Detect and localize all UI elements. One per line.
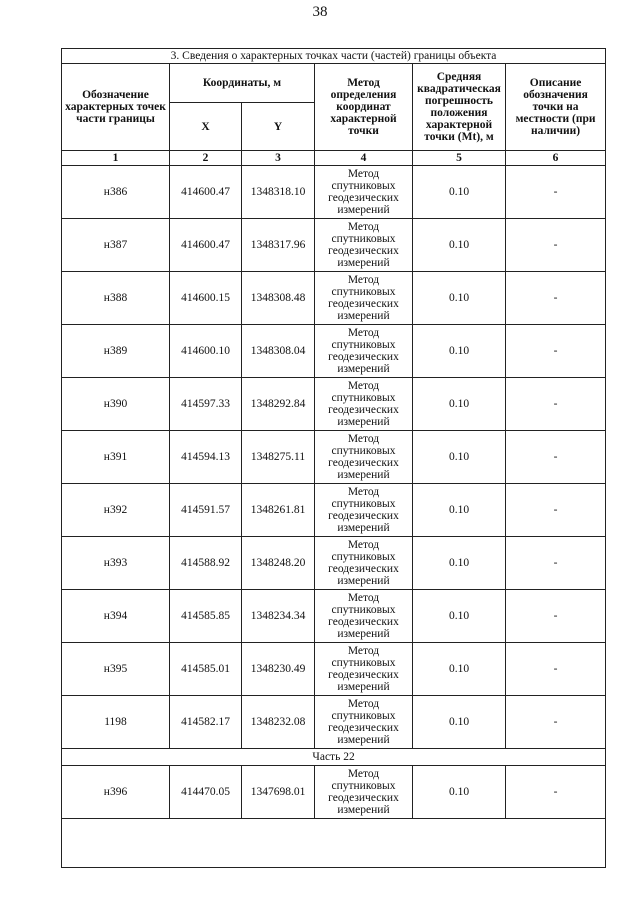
section-title-row: [62, 49, 606, 64]
description-cell: -: [506, 272, 606, 325]
part-label: Часть 22: [62, 749, 606, 766]
error-cell: 0.10: [413, 219, 506, 272]
column-number: 4: [315, 151, 413, 166]
method-cell: Метод спутниковых геодезических измерений: [315, 325, 413, 378]
header-error: Средняя квадратическая погрешность положения характерной точки (Mt), м: [413, 64, 506, 151]
table-row: [62, 325, 606, 378]
boundary-points-table: [61, 48, 606, 868]
column-number: 3: [242, 151, 315, 166]
y-cell: 1348275.11: [242, 431, 315, 484]
header-coordinates: Координаты, м: [170, 64, 315, 103]
header-row-1: [62, 64, 606, 103]
column-numbers-row: [62, 151, 606, 166]
x-cell: 414588.92: [170, 537, 242, 590]
error-cell: 0.10: [413, 590, 506, 643]
point-cell: 1198: [62, 696, 170, 749]
page-number: 38: [312, 4, 328, 20]
header-x: X: [170, 103, 242, 151]
x-cell: 414597.33: [170, 378, 242, 431]
table-row: [62, 696, 606, 749]
empty-cell: [62, 819, 606, 868]
x-cell: 414582.17: [170, 696, 242, 749]
column-number: 6: [506, 151, 606, 166]
method-cell: Метод спутниковых геодезических измерений: [315, 643, 413, 696]
header-description: Описание обозначения точки на местности (при наличии): [506, 64, 606, 151]
error-cell: 0.10: [413, 378, 506, 431]
point-cell: н388: [62, 272, 170, 325]
error-cell: 0.10: [413, 166, 506, 219]
table-row: [62, 431, 606, 484]
description-cell: -: [506, 590, 606, 643]
header-method: Метод определения координат характерной точки: [315, 64, 413, 151]
section-title: 3. Сведения о характерных точках части (частей) границы объекта: [62, 49, 606, 64]
y-cell: 1348232.08: [242, 696, 315, 749]
x-cell: 414600.15: [170, 272, 242, 325]
method-cell: Метод спутниковых геодезических измерений: [315, 484, 413, 537]
error-cell: 0.10: [413, 537, 506, 590]
table-row: [62, 766, 606, 819]
y-cell: 1348261.81: [242, 484, 315, 537]
point-cell: н387: [62, 219, 170, 272]
header-y: Y: [242, 103, 315, 151]
y-cell: 1348318.10: [242, 166, 315, 219]
part-row: [62, 749, 606, 766]
point-cell: н392: [62, 484, 170, 537]
point-cell: н389: [62, 325, 170, 378]
description-cell: -: [506, 696, 606, 749]
point-cell: н393: [62, 537, 170, 590]
y-cell: 1348248.20: [242, 537, 315, 590]
y-cell: 1348230.49: [242, 643, 315, 696]
error-cell: 0.10: [413, 431, 506, 484]
error-cell: 0.10: [413, 766, 506, 819]
method-cell: Метод спутниковых геодезических измерений: [315, 431, 413, 484]
x-cell: 414470.05: [170, 766, 242, 819]
table-row: [62, 378, 606, 431]
point-cell: н395: [62, 643, 170, 696]
table-row: [62, 272, 606, 325]
point-cell: н390: [62, 378, 170, 431]
y-cell: 1348234.34: [242, 590, 315, 643]
table-row: [62, 537, 606, 590]
error-cell: 0.10: [413, 325, 506, 378]
x-cell: 414600.47: [170, 166, 242, 219]
description-cell: -: [506, 325, 606, 378]
column-number: 1: [62, 151, 170, 166]
x-cell: 414600.10: [170, 325, 242, 378]
method-cell: Метод спутниковых геодезических измерений: [315, 166, 413, 219]
table-row: [62, 484, 606, 537]
table-row: [62, 219, 606, 272]
method-cell: Метод спутниковых геодезических измерений: [315, 272, 413, 325]
column-number: 5: [413, 151, 506, 166]
y-cell: 1348308.48: [242, 272, 315, 325]
table-row: [62, 590, 606, 643]
description-cell: -: [506, 219, 606, 272]
method-cell: Метод спутниковых геодезических измерений: [315, 219, 413, 272]
x-cell: 414585.01: [170, 643, 242, 696]
y-cell: 1348308.04: [242, 325, 315, 378]
method-cell: Метод спутниковых геодезических измерений: [315, 537, 413, 590]
description-cell: -: [506, 431, 606, 484]
method-cell: Метод спутниковых геодезических измерений: [315, 590, 413, 643]
x-cell: 414594.13: [170, 431, 242, 484]
x-cell: 414585.85: [170, 590, 242, 643]
point-cell: н396: [62, 766, 170, 819]
x-cell: 414591.57: [170, 484, 242, 537]
error-cell: 0.10: [413, 696, 506, 749]
table-row: [62, 643, 606, 696]
error-cell: 0.10: [413, 484, 506, 537]
table-row: [62, 166, 606, 219]
error-cell: 0.10: [413, 272, 506, 325]
header-designation: Обозначение характерных точек части границы: [62, 64, 170, 151]
point-cell: н391: [62, 431, 170, 484]
point-cell: н394: [62, 590, 170, 643]
y-cell: 1348317.96: [242, 219, 315, 272]
description-cell: -: [506, 537, 606, 590]
description-cell: -: [506, 378, 606, 431]
method-cell: Метод спутниковых геодезических измерений: [315, 696, 413, 749]
description-cell: -: [506, 643, 606, 696]
y-cell: 1347698.01: [242, 766, 315, 819]
x-cell: 414600.47: [170, 219, 242, 272]
description-cell: -: [506, 166, 606, 219]
empty-row: [62, 819, 606, 868]
description-cell: -: [506, 766, 606, 819]
description-cell: -: [506, 484, 606, 537]
error-cell: 0.10: [413, 643, 506, 696]
column-number: 2: [170, 151, 242, 166]
method-cell: Метод спутниковых геодезических измерений: [315, 378, 413, 431]
method-cell: Метод спутниковых геодезических измерений: [315, 766, 413, 819]
point-cell: н386: [62, 166, 170, 219]
y-cell: 1348292.84: [242, 378, 315, 431]
